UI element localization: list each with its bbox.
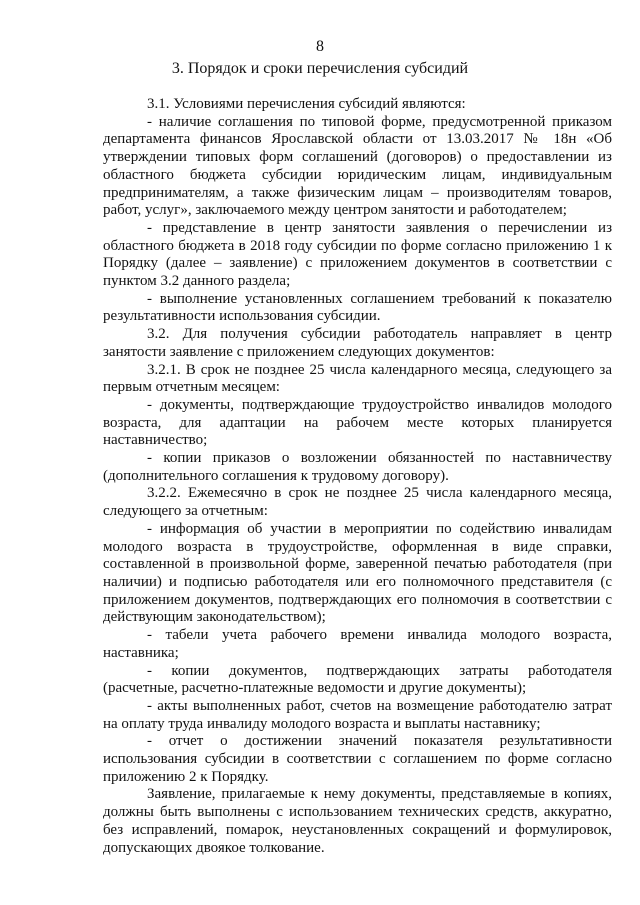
paragraph-timesheets: - табели учета рабочего времени инвалида молодого возраста, наставника;: [103, 627, 612, 661]
document-body: [103, 96, 612, 857]
section-title: 3. Порядок и сроки перечисления субсидий: [171, 60, 469, 77]
paragraph-application-condition: - представление в центр занятости заявления о перечислении из областного бюджета в 2018 году субсидии по форме согласно приложению 1 к Порядку (далее – заявление) с приложением документов в соответствии с пунктом 3.2 данного раздела;: [103, 219, 612, 290]
paragraph-employment-documents: - документы, подтверждающие трудоустройство инвалидов молодого возраста, для адаптации на рабочем месте которых планируется наставничество;: [103, 396, 612, 449]
paragraph-document-requirements: Заявление, прилагаемые к нему документы, представляемые в копиях, должны быть выполнены с использованием технических средств, аккуратно, без исправлений, помарок, неустановленных сокращений и формулировок, допускающих двоякое толкование.: [103, 786, 612, 856]
paragraph-participation-info: - информация об участии в мероприятии по содействию инвалидам молодого возраста в трудоустройстве, оформленная в виде справки, составленной в произвольной форме, заверенной печатью работодателя (при наличии) и подписью работодателя или его полномочного представителя (с приложением документов, подтверждающих его полномочия в соответствии с действующим законодательством);: [103, 520, 612, 626]
paragraph-mentoring-orders: - копии приказов о возложении обязанностей по наставничеству (дополнительного соглашения к трудовому договору).: [103, 450, 612, 484]
page-number: 8: [316, 38, 324, 55]
paragraph-3-2-1: 3.2.1. В срок не позднее 25 числа календарного месяца, следующего за первым отчетным месяцем:: [103, 361, 612, 396]
paragraph-performance-condition: - выполнение установленных соглашением требований к показателю результативности использования субсидии.: [103, 290, 612, 325]
paragraph-cost-documents: - копии документов, подтверждающих затраты работодателя (расчетные, расчетно-платежные ведомости и другие документы);: [103, 662, 612, 697]
paragraph-work-acts: - акты выполненных работ, счетов на возмещение работодателю затрат на оплату труда инвалиду молодого возраста и выплаты наставнику;: [103, 697, 612, 732]
paragraph-performance-report: - отчет о достижении значений показателя результативности использования субсидии в соответствии с соглашением по форме согласно приложению 2 к Порядку.: [103, 733, 612, 785]
paragraph-agreement-condition: - наличие соглашения по типовой форме, предусмотренной приказом департамента финансов Ярославской области от 13.03.2017 № 18н «Об утверждении типовых форм соглашений (договоров) о предоставлении из областного бюджета субсидии юридическим лицам, индивидуальным предпринимателям, а также физическим лицам – производителям товаров, работ, услуг», заключаемого между центром занятости и работодателем;: [103, 113, 612, 219]
paragraph-3-2: 3.2. Для получения субсидии работодатель направляет в центр занятости заявление с приложением следующих документов:: [103, 326, 612, 360]
paragraph-3-2-2: 3.2.2. Ежемесячно в срок не позднее 25 числа календарного месяца, следующего за отчетным:: [103, 485, 612, 520]
paragraph-3-1-intro: 3.1. Условиями перечисления субсидий являются:: [147, 96, 466, 112]
